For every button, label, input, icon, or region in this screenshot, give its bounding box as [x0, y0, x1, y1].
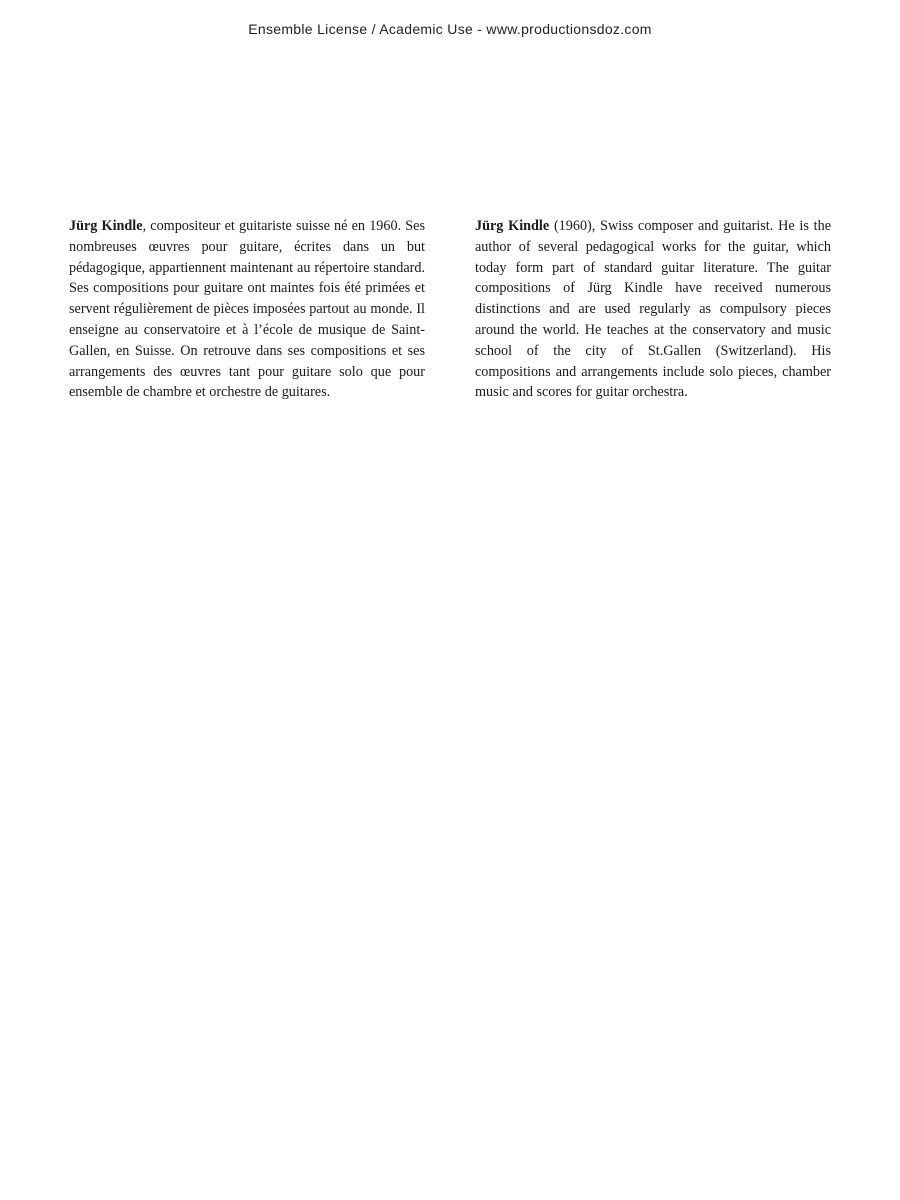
composer-name: Jürg Kindle — [475, 218, 550, 234]
biography-english — [475, 216, 831, 403]
biography-french-paragraph — [69, 216, 425, 403]
license-header: Ensemble License / Academic Use - www.productionsdoz.com — [248, 21, 652, 37]
biography-english-text: (1960), Swiss composer and guitarist. He is the author of several pedagogical works for the guitar, which today form part of standard guitar literature. The guitar compositions of Jürg Kindle have received numerous distinctions and are used regularly as compulsory pieces around the world. He teaches at the conservatory and music school of the city of St.Gallen (Switzerland). His compositions and arrangements include solo pieces, chamber music and scores for guitar orchestra. — [475, 218, 832, 401]
biography-french-text: , compositeur et guitariste suisse né en 1960. Ses nombreuses œuvres pour guitare, écrites dans un but pédagogique, appartiennent maintenant au répertoire standard. Ses compositions pour guitare ont maintes fois été primées et servent régulièrement de pièces imposées partout au monde. Il enseigne au conservatoire et à l’école de musique de Saint-Gallen, en Suisse. On retrouve dans ses compositions et ses arrangements des œuvres tant pour guitare solo que pour ensemble de chambre et orchestre de guitares. — [69, 218, 426, 401]
biography-french — [69, 216, 425, 403]
composer-name: Jürg Kindle — [69, 218, 143, 234]
biography-english-paragraph — [475, 216, 831, 403]
